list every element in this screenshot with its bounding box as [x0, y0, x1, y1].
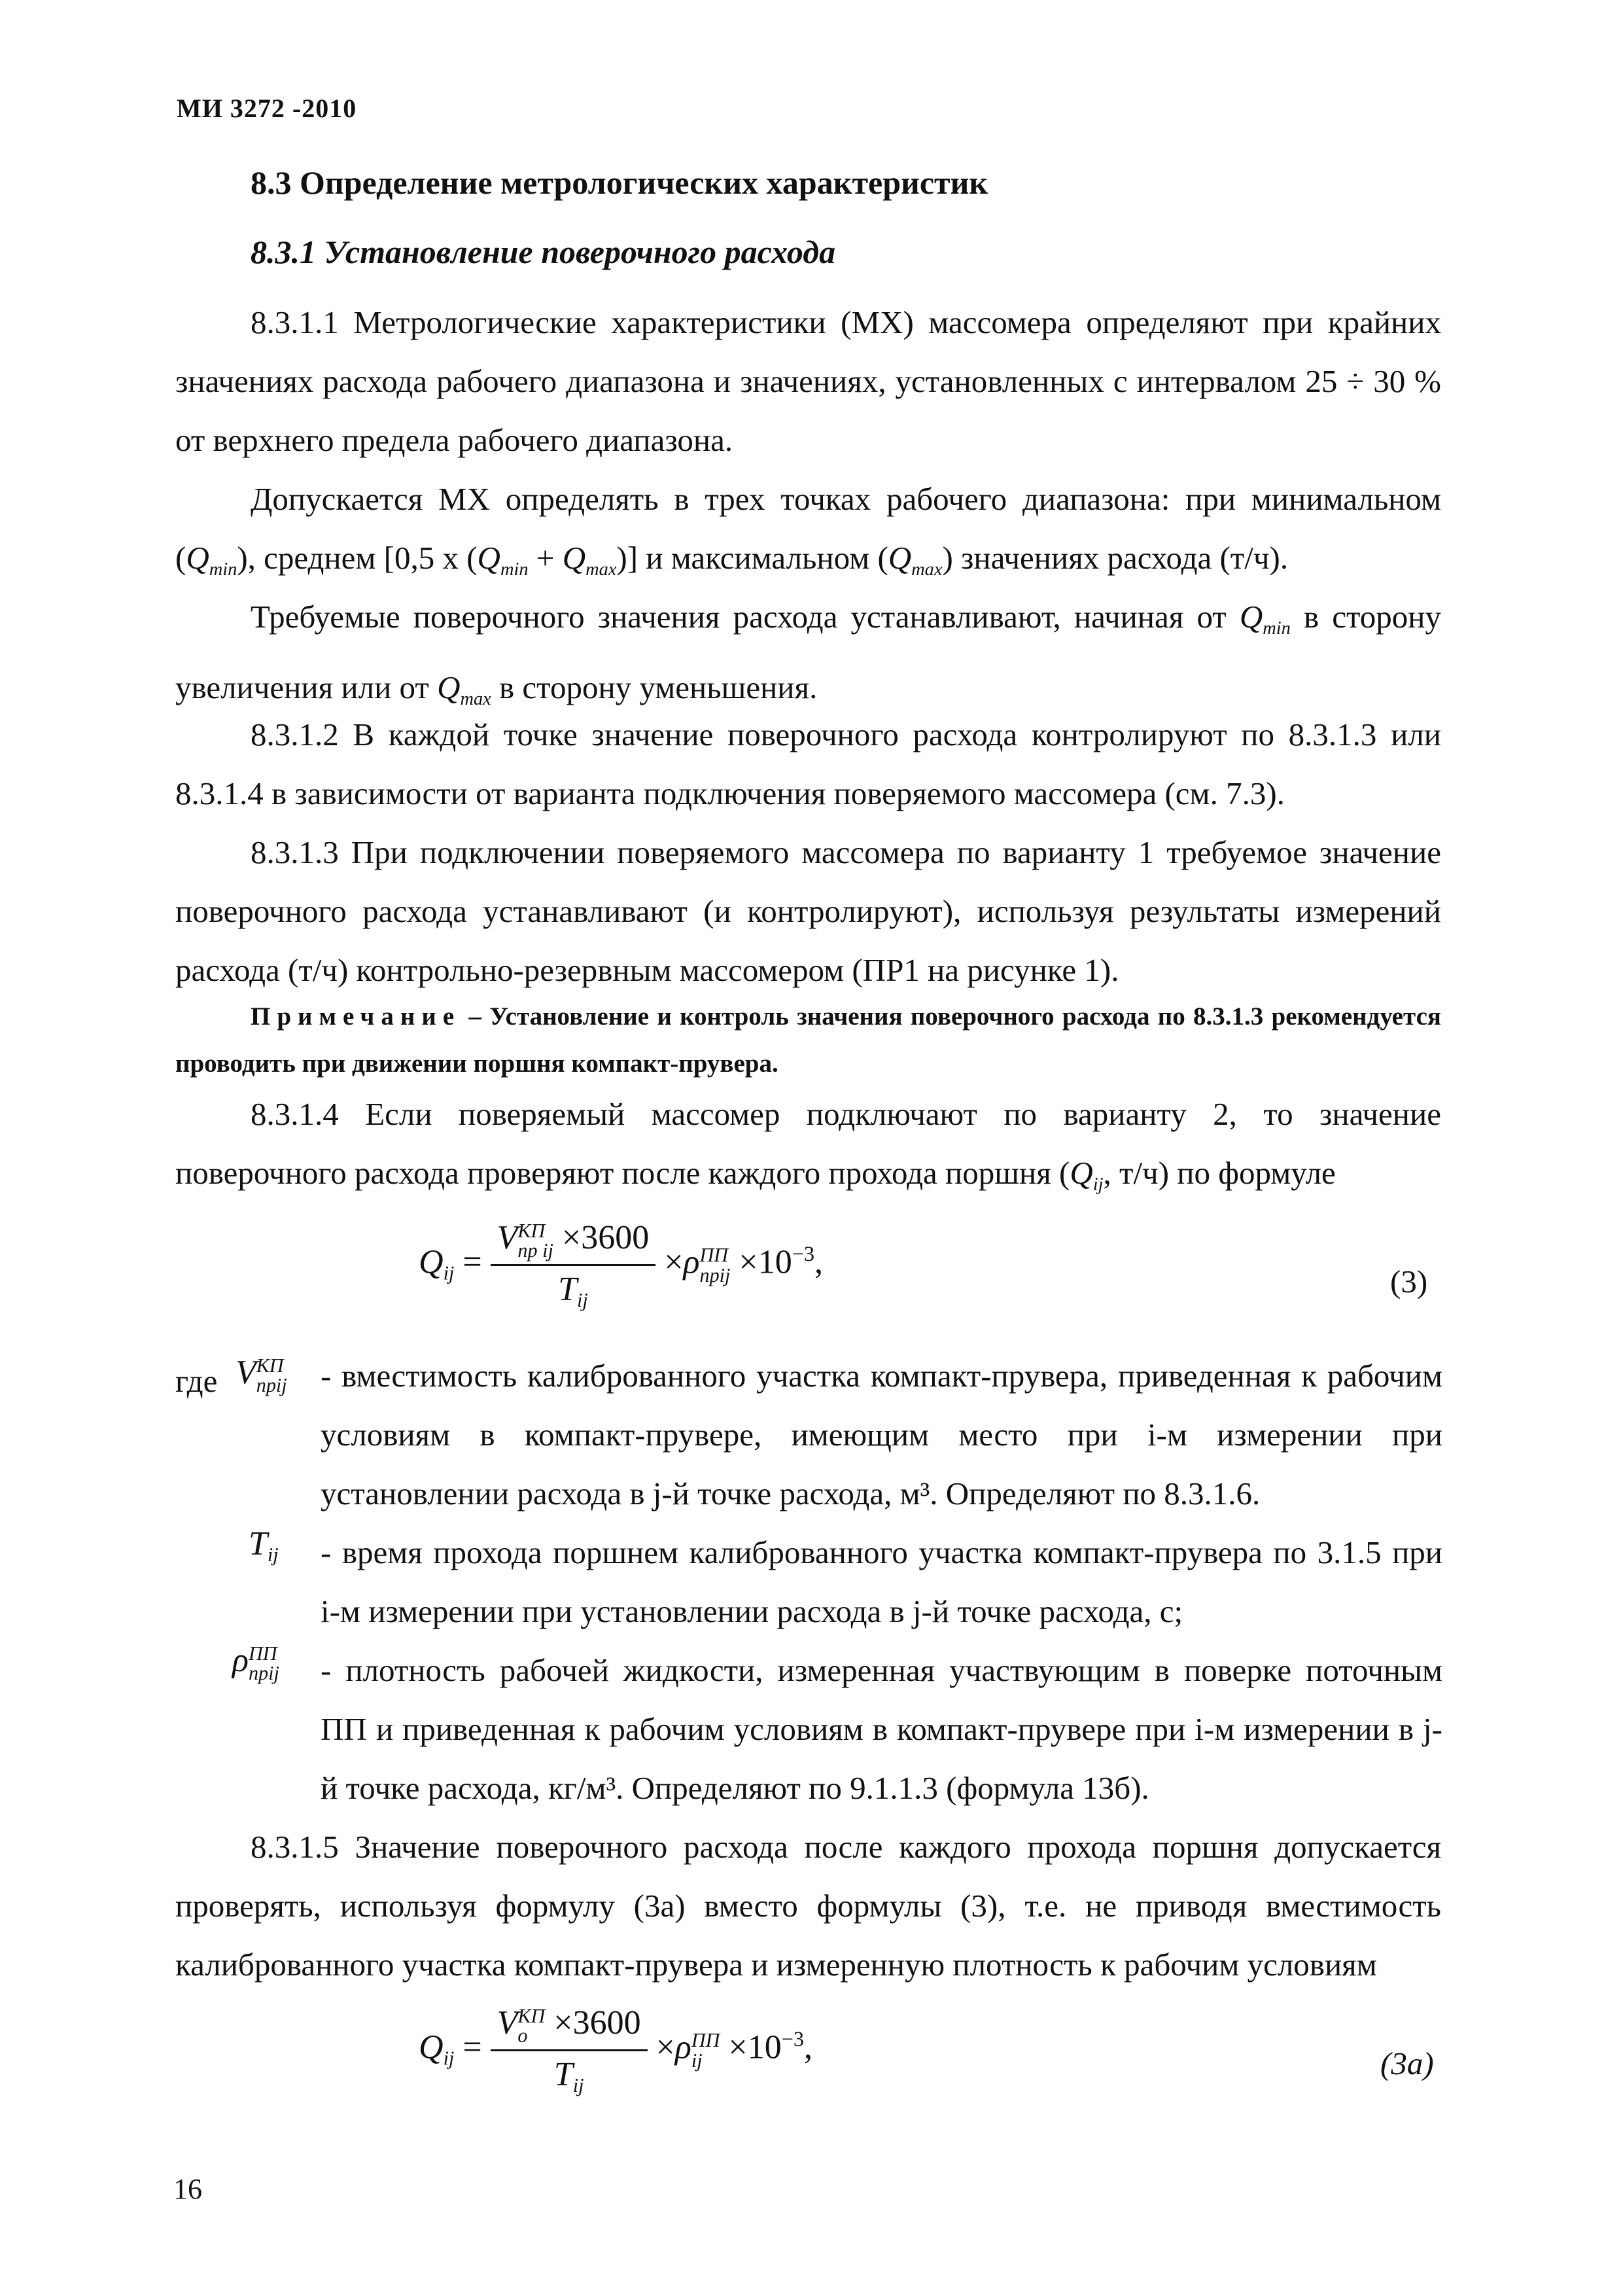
formula-3: [419, 1218, 823, 1312]
text-part: ) значениях расхода (т/ч).: [942, 540, 1289, 576]
formula-3a-number: (3а): [1380, 2045, 1434, 2081]
t-subscript: ij: [267, 1544, 279, 1566]
formula-fraction: [491, 1218, 656, 1312]
v-superscript: КП: [256, 1354, 284, 1377]
paragraph-8-3-1-1: [175, 293, 1441, 470]
definition-dash: -: [321, 1652, 332, 1688]
times-sign: ×: [728, 2028, 748, 2066]
text-part: , т/ч) по формуле: [1103, 1155, 1336, 1191]
v-subscript: o: [517, 2024, 528, 2047]
t-subscript: ij: [577, 1289, 588, 1312]
text-part: 8.3.1.4 Если поверяемый массомер подключают по варианту 2, то значение поверочного расхода проверяют после каждого прохода поршня (: [175, 1096, 1441, 1191]
formula-3a: [419, 2004, 812, 2097]
text-part: ), среднем [0,5 x (: [237, 540, 478, 576]
power-base: 10: [747, 2028, 782, 2066]
text-part: Требуемые поверочного значения расхода устанавливают, начиная от: [251, 599, 1240, 635]
fraction-denominator: [491, 2049, 648, 2097]
rho-superscript: ПП: [691, 2029, 720, 2052]
t-subscript: ij: [572, 2074, 584, 2097]
v-symbol: V: [497, 1219, 518, 1256]
definition-text: вместимость калиброванного участка компакт-прувера, приведенная к рабочим условиям в компакт-прувере, имеющим место при i-м измерении при установлении расхода в j-й точке расхода, м³. Определяют по 8.3.1.6.: [321, 1358, 1442, 1511]
formula-q-sub: ij: [443, 1262, 455, 1284]
rho-symbol: ρ: [683, 1243, 700, 1281]
fraction-numerator: [491, 1218, 656, 1264]
def-symbol-t: [249, 1525, 279, 1566]
fraction-denominator: [491, 1264, 656, 1312]
equals-sign: =: [462, 1243, 482, 1281]
definition-rho: [321, 1641, 1442, 1818]
paragraph-8-3-1-4: [175, 1085, 1441, 1214]
fraction-numerator: [491, 2004, 648, 2049]
times-sign: ×: [664, 1243, 684, 1281]
paragraph-8-3-1-3: [175, 823, 1441, 1000]
paragraph-text: 8.3.1.2 В каждой точке значение поверочного расхода контролируют по 8.3.1.3 или 8.3.1.4 в зависимости от варианта подключения поверяемого массомера (см. 7.3).: [175, 716, 1441, 811]
times-sign: ×: [553, 2004, 573, 2041]
paragraph-8-3-1-5: [175, 1818, 1441, 1994]
text-part: )] и максимальном (: [616, 540, 888, 576]
t-symbol: T: [558, 1271, 577, 1309]
formula-3-number: (3): [1390, 1263, 1428, 1299]
note-label: Примечание: [251, 1002, 461, 1031]
note-text: – Установление и контроль значения поверочного расхода по 8.3.1.3 рекомендуется проводить при движении поршня компакт-прувера.: [175, 1002, 1441, 1078]
definition-text: плотность рабочей жидкости, измеренная участвующим в поверке поточным ПП и приведенная к рабочим условиям в компакт-прувере при i-м измерении в j-й точке расхода, кг/м³. Определяют по 9.1.1.3 (формула 13б).: [321, 1652, 1442, 1806]
v-superscript: КП: [517, 2004, 546, 2027]
constant-3600: 3600: [581, 1219, 650, 1256]
q-subscript: max: [460, 689, 491, 709]
rho-indices: [700, 1245, 731, 1284]
times-sign: ×: [655, 2028, 675, 2066]
q-subscript: max: [911, 559, 943, 580]
q-subscript: min: [1263, 618, 1291, 639]
definition-v: [321, 1347, 1442, 1523]
q-subscript: ij: [1092, 1174, 1104, 1195]
v-indices: [517, 2006, 545, 2045]
v-symbol: V: [497, 2004, 518, 2041]
def-symbol-rho: [232, 1641, 279, 1683]
q-subscript: max: [585, 559, 617, 580]
power-base: 10: [758, 1243, 792, 1281]
formula-q-sub: ij: [443, 2047, 455, 2070]
subsection-title: 8.3.1 Установление поверочного расхода: [251, 234, 836, 270]
text-part: Допускается МХ определять в трех точках рабочего диапазона: при минимальном (: [175, 481, 1441, 576]
rho-superscript: ПП: [699, 1244, 729, 1267]
formula-q: Q: [419, 1243, 444, 1281]
formula-comma: ,: [804, 2028, 813, 2066]
where-label: где: [175, 1363, 218, 1399]
section-title: 8.3 Определение метрологических характеристик: [251, 164, 988, 201]
text-part: +: [528, 540, 563, 576]
rho-subscript: ij: [691, 2049, 703, 2072]
times-sign: ×: [561, 1219, 582, 1256]
v-indices: [517, 1221, 553, 1260]
q-symbol: Q: [1239, 599, 1263, 635]
q-symbol: Q: [437, 669, 461, 705]
paragraph-8-3-1-2: [175, 705, 1441, 823]
q-subscript: min: [500, 559, 529, 580]
formula-q: Q: [419, 2028, 444, 2066]
formula-comma: ,: [814, 1243, 824, 1281]
v-symbol: V: [236, 1354, 256, 1391]
q-symbol: Q: [1070, 1155, 1093, 1191]
definition-t: [321, 1523, 1442, 1641]
paragraph-text: 8.3.1.5 Значение поверочного расхода после каждого прохода поршня допускается проверять, используя формулу (3а) вместо формулы (3), т.е. не приводя вместимость калиброванного участка компакт-прувера и измеренную плотность к рабочим условиям: [175, 1829, 1441, 1983]
rho-subscript: прij: [699, 1263, 731, 1286]
v-subscript: пр ij: [517, 1239, 553, 1262]
q-symbol: Q: [477, 540, 500, 576]
rho-indices: [691, 2030, 720, 2070]
power-exponent: −3: [792, 1242, 815, 1266]
rho-superscript: ПП: [248, 1642, 277, 1665]
def-symbol-v: [236, 1353, 287, 1395]
text-part: в сторону увеличения или от: [175, 599, 1441, 705]
v-subscript: прij: [256, 1374, 287, 1397]
definition-dash: -: [321, 1358, 332, 1394]
q-subscript: min: [209, 559, 237, 580]
rho-symbol: ρ: [674, 2028, 691, 2066]
v-superscript: КП: [517, 1219, 546, 1242]
t-symbol: T: [553, 2056, 573, 2094]
constant-3600: 3600: [572, 2004, 641, 2041]
power-exponent: −3: [781, 2027, 805, 2051]
v-indices: [256, 1356, 287, 1395]
q-symbol: Q: [562, 540, 586, 576]
paragraph-three-points: [175, 470, 1441, 599]
note: [175, 993, 1441, 1087]
rho-subscript: прij: [248, 1662, 279, 1685]
rho-symbol: ρ: [232, 1642, 249, 1679]
t-symbol: T: [249, 1525, 268, 1563]
formula-fraction: [491, 2004, 648, 2097]
paragraph-text: 8.3.1.1 Метрологические характеристики (МХ) массомера определяют при крайних значениях расхода рабочего диапазона и значениях, установленных с интервалом 25 ÷ 30 % от верхнего предела рабочего диапазона.: [175, 304, 1441, 458]
times-sign: ×: [739, 1243, 758, 1281]
paragraph-text: 8.3.1.3 При подключении поверяемого массомера по варианту 1 требуемое значение поверочного расхода устанавливают (и контролируют), используя результаты измерений расхода (т/ч) контрольно-резервным массомером (ПР1 на рисунке 1).: [175, 834, 1441, 988]
document-code: МИ 3272 -2010: [177, 94, 357, 123]
q-symbol: Q: [888, 540, 912, 576]
rho-indices: [249, 1644, 279, 1683]
page-number: 16: [173, 2173, 202, 2205]
text-part: в сторону уменьшения.: [491, 669, 818, 705]
definition-text: время прохода поршнем калиброванного участка компакт-прувера по 3.1.5 при i-м измерении при установлении расхода в j-й точке расхода, с;: [321, 1534, 1443, 1629]
definition-dash: -: [321, 1534, 332, 1570]
q-symbol: Q: [186, 540, 209, 576]
equals-sign: =: [462, 2028, 482, 2066]
